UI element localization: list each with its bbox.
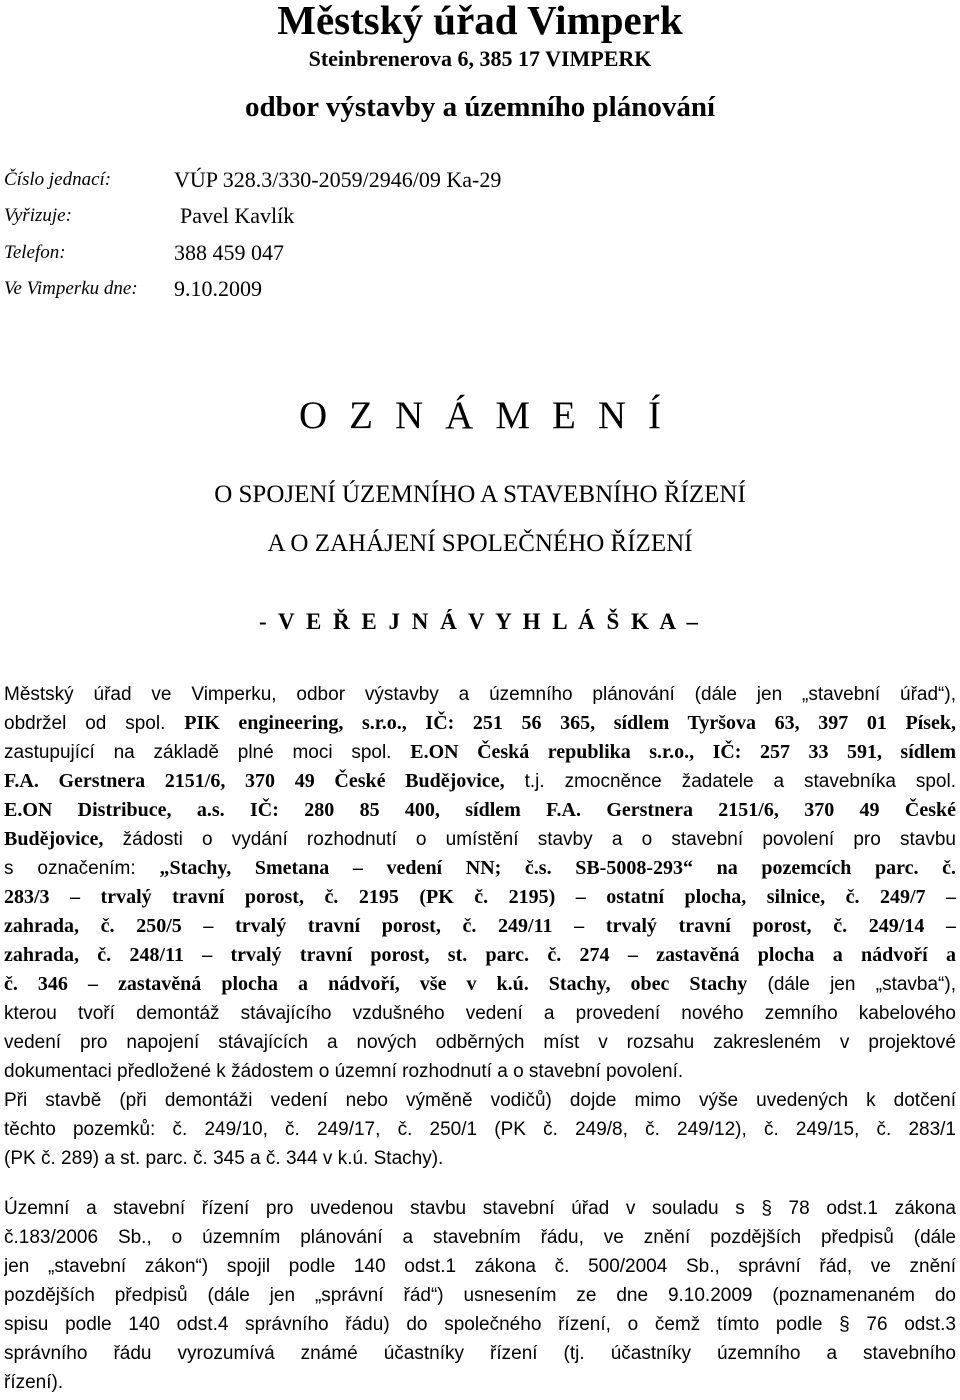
paragraph-line: spisu podle 140 odst.4 správního řádu) do společného řízení, o čemž tímto podle § 76 odst.3: [4, 1314, 956, 1335]
phone-value: 388 459 047: [174, 240, 284, 265]
date-label: Ve Vimperku dne:: [4, 278, 138, 299]
text-run: obdržel od spol.: [4, 713, 185, 734]
paragraph-line: č.183/2006 Sb., o územním plánování a stavebním řádu, ve znění pozdějších předpisů (dále: [4, 1227, 956, 1248]
text-run: F.A. Gerstnera 2151/6, 370 49 České Budějovice,: [4, 770, 505, 792]
handler-value: Pavel Kavlík: [180, 203, 295, 228]
text-run: E.ON Česká republika s.r.o., IČ: 257 33 591, sídlem: [410, 741, 956, 763]
notice-subtitle-2: A O ZAHÁJENÍ SPOLEČNÉHO ŘÍZENÍ: [267, 530, 693, 557]
paragraph-line: zahrada, č. 248/11 – trvalý travní porost, st. parc. č. 274 – zastavěná plocha a nádvoří a: [4, 944, 956, 966]
paragraph-line: řízení).: [4, 1372, 64, 1393]
paragraph-line: 283/3 – trvalý travní porost, č. 2195 (PK č. 2195) – ostatní plocha, silnice, č. 249/7 –: [4, 886, 956, 908]
paragraph-line: Územní a stavební řízení pro uvedenou stavbu stavební úřad v souladu s § 78 odst.1 zákona: [4, 1198, 956, 1219]
notice-title: OZNÁMENÍ: [299, 394, 683, 437]
text-run: zastupující na základě plné moci spol.: [4, 742, 411, 763]
paragraph-line: [4, 825, 956, 854]
handler-label: Vyřizuje:: [4, 205, 72, 226]
text-run: žádosti o vydání rozhodnutí o umístění stavby a o stavební povolení pro stavbu: [103, 829, 956, 850]
reference-value: VÚP 328.3/330-2059/2946/09 Ka-29: [174, 167, 502, 192]
paragraph-application: [4, 680, 956, 1173]
text-run: (dále jen „stavba“),: [747, 974, 956, 995]
text-run: t.j. zmocněnce žadatele a stavebníka spol.: [504, 771, 956, 792]
public-notice-heading: - V E Ř E J N Á V Y H L Á Š K A –: [259, 609, 701, 634]
department-name: odbor výstavby a územního plánování: [244, 91, 716, 123]
text-run: č. 346 – zastavěná plocha a nádvoří, vše v k.ú. Stachy, obec Stachy: [4, 973, 748, 995]
paragraph-line: Při stavbě (při demontáži vedení nebo výměně vodičů) dojde mimo výše uvedených k dotčení: [4, 1090, 956, 1111]
office-address: Steinbrenerova 6, 385 17 VIMPERK: [308, 46, 652, 71]
text-run: Budějovice,: [4, 828, 104, 850]
paragraph-line: vedení pro napojení stávajících a nových odběrných míst v rozsahu zakresleném v projektové: [4, 1032, 956, 1053]
paragraph-line: (PK č. 289) a st. parc. č. 345 a č. 344 v k.ú. Stachy).: [4, 1148, 444, 1169]
notice-subtitle-1: O SPOJENÍ ÚZEMNÍHO A STAVEBNÍHO ŘÍZENÍ: [214, 481, 746, 508]
paragraph-line: dokumentaci předložené k žádostem o územní rozhodnutí a o stavební povolení.: [4, 1061, 684, 1082]
paragraph-line: pozdějších předpisů (dále jen „správní řád“) usnesením ze dne 9.10.2009 (poznamenaném do: [4, 1285, 956, 1306]
phone-label: Telefon:: [4, 242, 66, 263]
paragraph-line: zahrada, č. 250/5 – trvalý travní porost, č. 249/11 – trvalý travní porost, č. 249/14 –: [4, 915, 956, 937]
paragraph-line: [4, 767, 956, 796]
paragraph-line: jen „stavební zákon“) spojil podle 140 odst.1 zákona č. 500/2004 Sb., správní řád, ve znění: [4, 1256, 956, 1277]
text-run: PIK engineering, s.r.o., IČ: 251 56 365, sídlem Tyršova 63, 397 01 Písek,: [184, 712, 956, 734]
paragraph-line: těchto pozemků: č. 249/10, č. 249/17, č. 250/1 (PK č. 249/8, č. 249/12), č. 249/15, č. 283/1: [4, 1119, 956, 1140]
paragraph-line: [4, 854, 956, 883]
office-name: Městský úřad Vimperk: [277, 0, 683, 43]
reference-label: Číslo jednací:: [4, 169, 112, 190]
paragraph-line: správního řádu vyrozumívá známé účastníky řízení (tj. účastníky územního a stavebního: [4, 1343, 956, 1364]
text-run: „Stachy, Smetana – vedení NN; č.s. SB-5008-293“ na pozemcích parc. č.: [159, 857, 956, 879]
paragraph-line: [4, 709, 956, 738]
paragraph-line: [4, 970, 956, 999]
paragraph-line: kterou tvoří demontáž stávajícího vzdušného vedení a provedení nového zemního kabelového: [4, 1003, 956, 1024]
paragraph-procedure: [4, 1194, 956, 1397]
paragraph-line: [4, 738, 956, 767]
paragraph-line: E.ON Distribuce, a.s. IČ: 280 85 400, sídlem F.A. Gerstnera 2151/6, 370 49 České: [4, 799, 956, 821]
text-run: s označením:: [4, 858, 160, 879]
paragraph-line: Městský úřad ve Vimperku, odbor výstavby a územního plánování (dále jen „stavební úřad“),: [4, 684, 956, 705]
date-value: 9.10.2009: [174, 276, 262, 301]
